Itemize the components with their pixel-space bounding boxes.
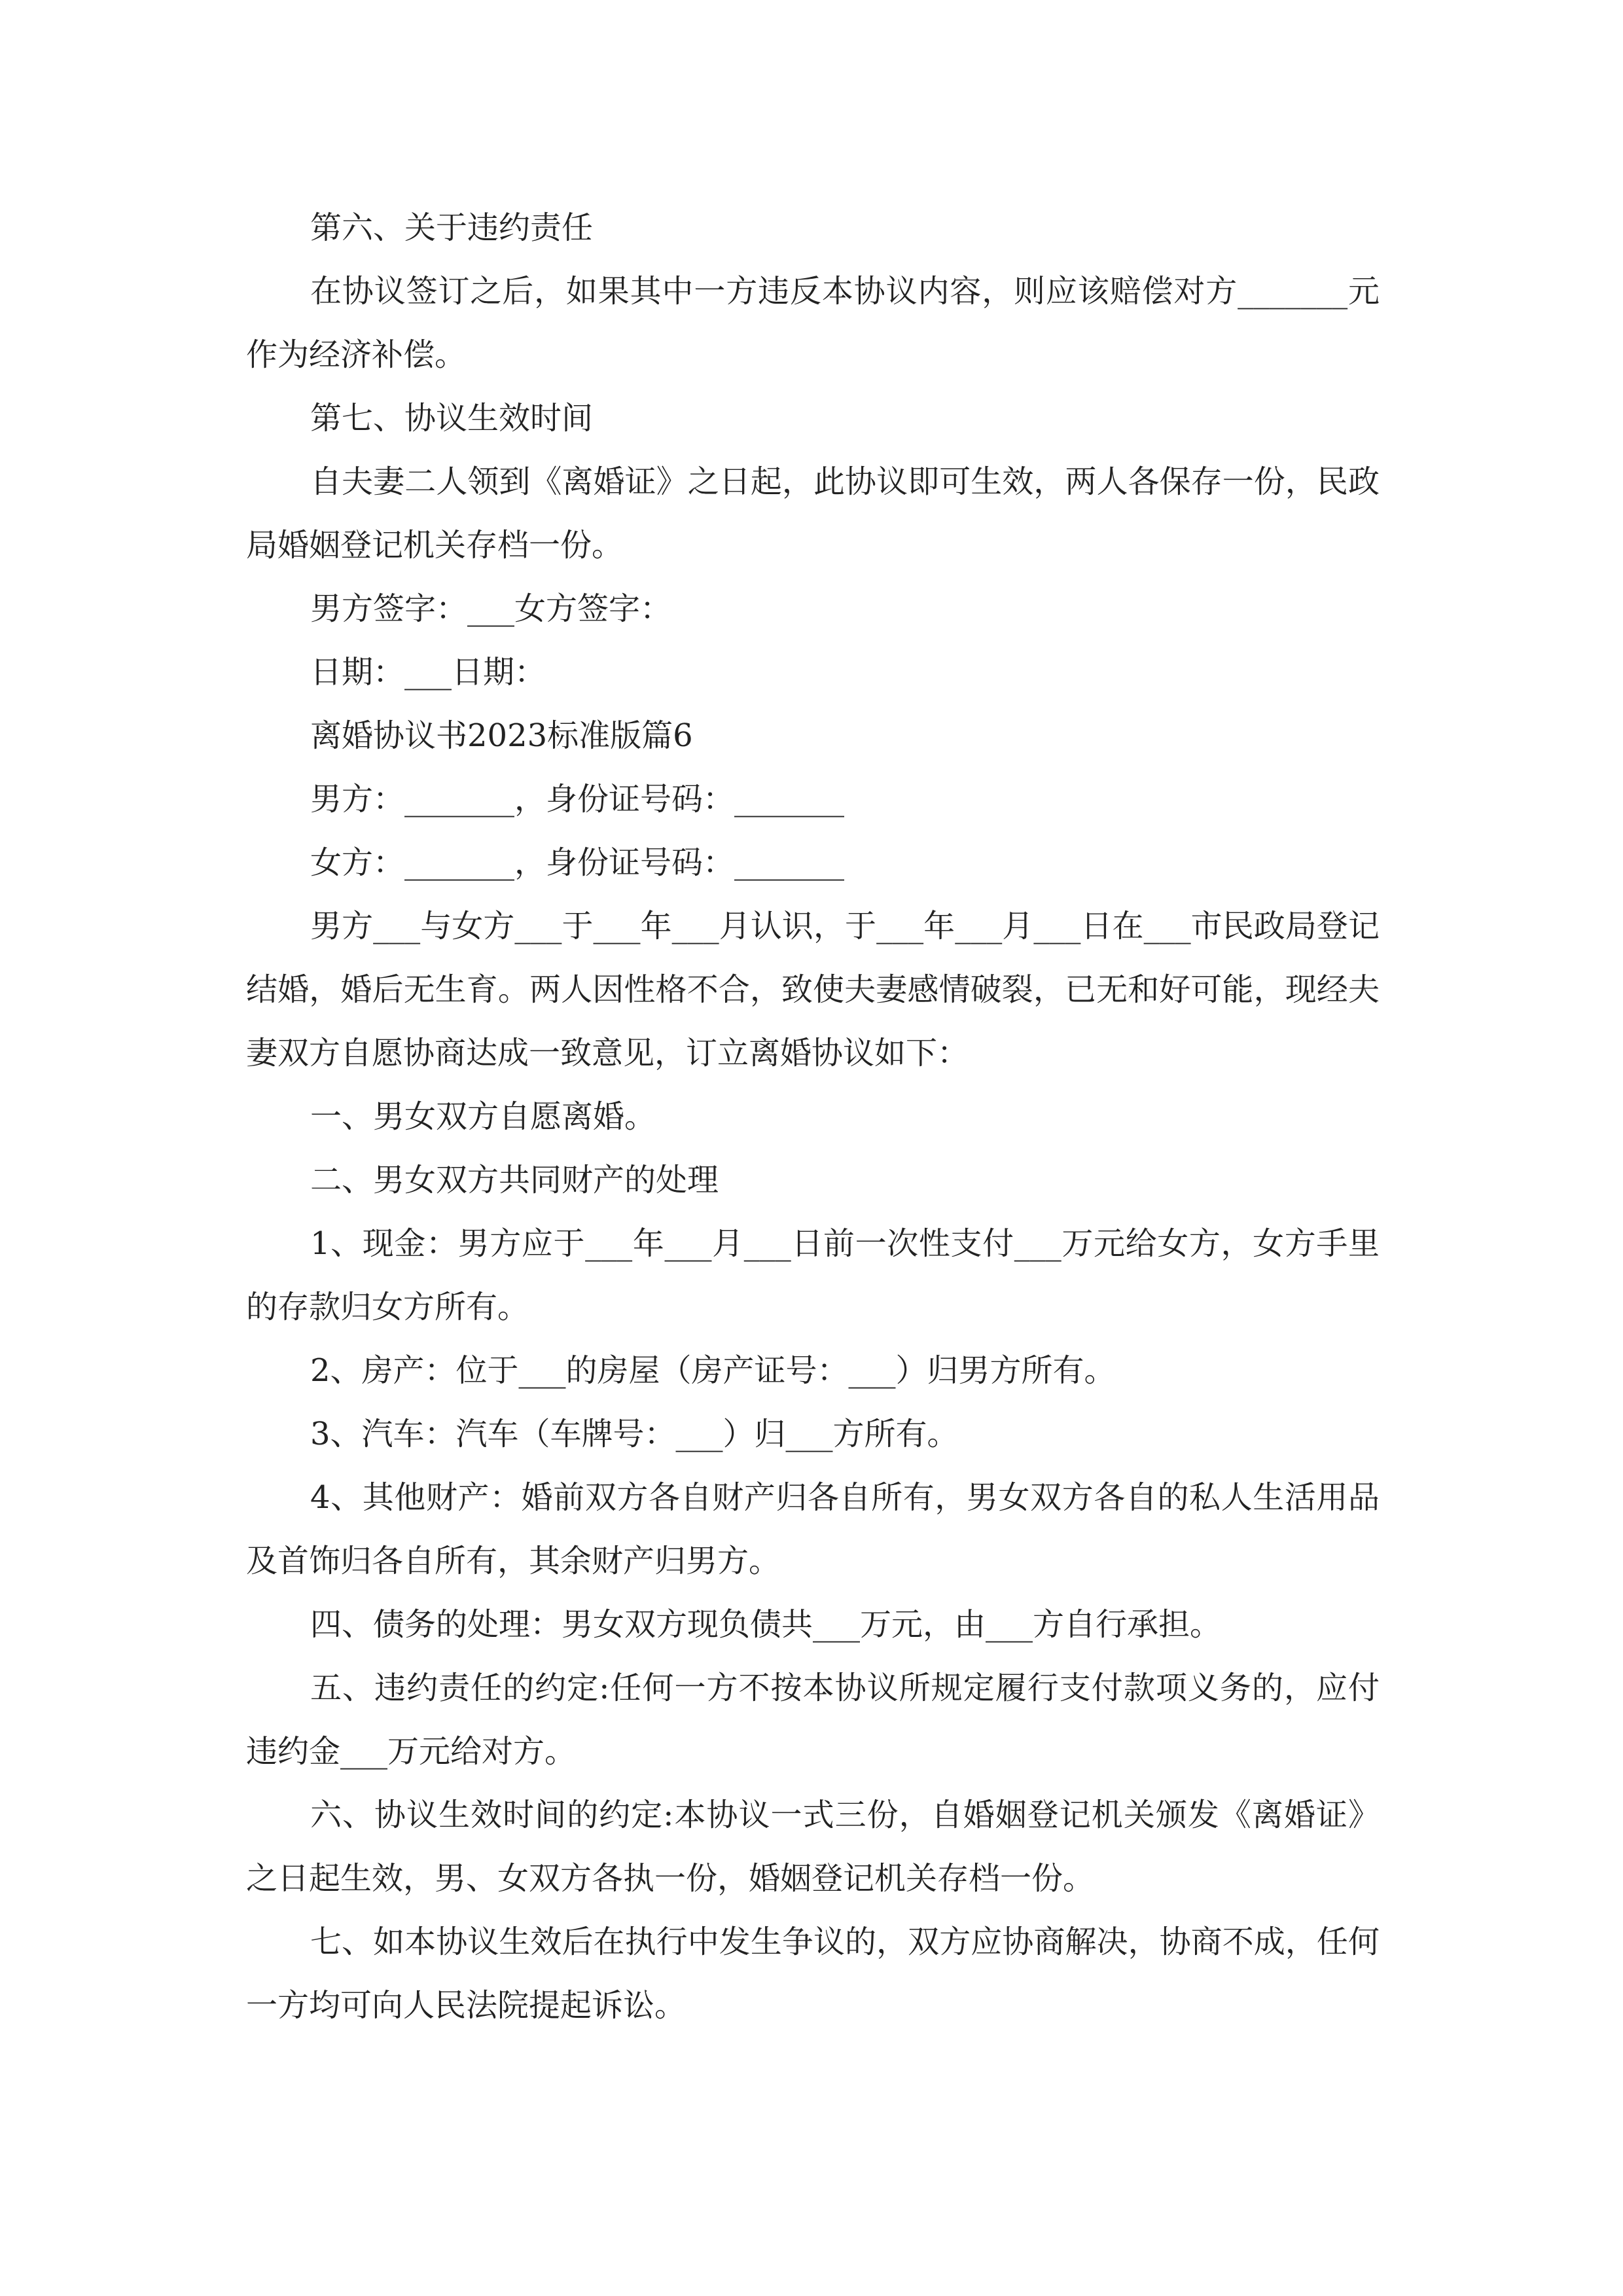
section-title: 离婚协议书2023标准版篇6 [310,717,693,754]
paragraph-effective-time: 自夫妻二人领到《离婚证》之日起，此协议即可生效，两人各保存一份，民政局婚姻登记机关存档一份。 [246,463,1380,564]
heading-effective-time: 第七、协议生效时间 [310,400,594,437]
item-cash: 1、现金：男方应于___年___月___日前一次性支付___万元给女方，女方手里的存款归女方所有。 [246,1225,1380,1325]
paragraph-compensation: 在协议签订之后，如果其中一方违反本协议内容，则应该赔偿对方_______元作为经济补偿。 [246,273,1380,373]
item-car: 3、汽车：汽车（车牌号：___）归___方所有。 [310,1416,959,1452]
clause-2-property: 二、男女双方共同财产的处理 [310,1162,719,1198]
item-house: 2、房产：位于___的房屋（房产证号：___）归男方所有。 [310,1352,1116,1389]
clause-5-breach: 五、违约责任的约定:任何一方不按本协议所规定履行支付款项义务的，应付违约金___万元给对方。 [246,1670,1380,1770]
clause-7-dispute: 七、如本协议生效后在执行中发生争议的，双方应协商解决，协商不成，任何一方均可向人民法院提起诉讼。 [246,1924,1380,2024]
clause-1-divorce: 一、男女双方自愿离婚。 [310,1098,656,1135]
heading-breach-liability: 第六、关于违约责任 [310,209,594,246]
clause-4-debt: 四、债务的处理：男女双方现负债共___万元，由___方自行承担。 [310,1606,1222,1643]
date-line: 日期：___日期： [310,654,546,691]
document-body [246,196,1380,2037]
clause-6-effective: 六、协议生效时间的约定:本协议一式三份，自婚姻登记机关颁发《离婚证》之日起生效，男、女双方各执一份，婚姻登记机关存档一份。 [246,1797,1380,1897]
wife-id-line: 女方：_______，身份证号码：_______ [310,844,845,881]
husband-id-line: 男方：_______，身份证号码：_______ [310,781,845,817]
signature-line: 男方签字：___女方签字： [310,590,672,627]
paragraph-background: 男方___与女方___于___年___月认识，于___年___月___日在___市民政局登记结婚，婚后无生育。两人因性格不合，致使夫妻感情破裂，已无和好可能，现经夫妻双方自愿协商达成一致意见，订立离婚协议如下： [246,908,1380,1071]
item-other-property: 4、其他财产：婚前双方各自财产归各自所有，男女双方各自的私人生活用品及首饰归各自所有，其余财产归男方。 [246,1479,1380,1579]
